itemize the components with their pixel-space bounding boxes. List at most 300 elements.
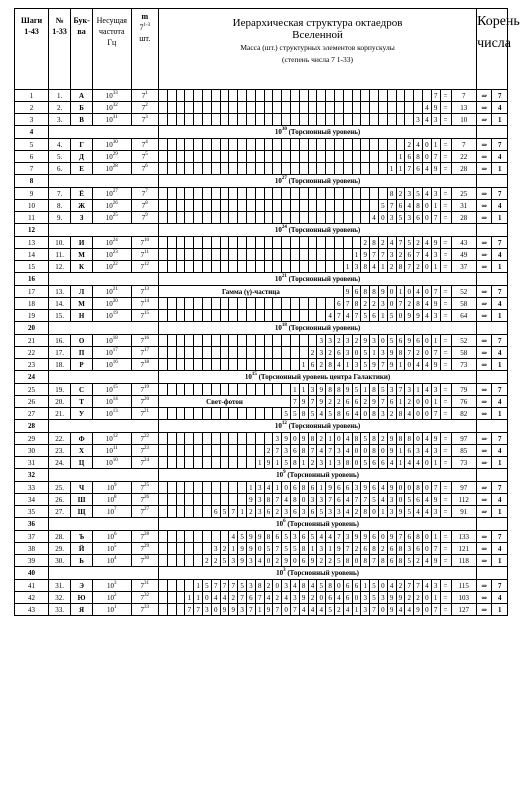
section-label: (Торсионный уровень) [287,569,360,577]
digit: 6 [354,287,359,296]
digit-cell [431,384,440,396]
digit-cell [422,212,431,224]
table-row [15,604,508,616]
digit-cell-empty [396,102,405,114]
seven-exp: 24 [144,457,150,463]
digit-cell [343,261,352,273]
digit: 6 [398,201,403,210]
cell-sum [451,482,477,494]
digit-cell [247,543,256,555]
digit: 4 [389,238,394,247]
cell-letter [71,139,93,151]
table-row [15,445,508,457]
digit-cell-empty [229,237,238,249]
num-value: 23. [55,446,64,455]
cell-num [49,555,71,567]
digit: 6 [337,495,341,504]
digit: 1 [328,434,332,443]
digit: 7 [433,544,438,553]
digit-cell [290,408,299,420]
digit-cell [308,347,317,359]
digit: 6 [354,397,359,406]
seven-exp: 9 [145,212,148,218]
digit-cell [308,543,317,555]
cell-mass-power [131,384,158,396]
digit-cell [370,261,379,273]
digit: 1 [433,336,438,345]
cell-sum [451,347,477,359]
digit: 0 [425,348,429,357]
cell-letter [71,261,93,273]
digit: 7 [372,605,376,614]
section-label: (Торсионный уровень) [287,520,360,528]
section-root-spacer [477,518,508,531]
digit-cell-empty [238,139,247,151]
digit-cell [194,592,203,604]
digit-cell-empty [159,114,168,126]
digit-cell [255,494,264,506]
cell-num [49,445,71,457]
arrow-icon: ⇒ [481,336,488,345]
digit-cell [326,592,335,604]
letter-value: В [79,115,84,124]
digit-cell [352,335,361,347]
seven-exp: 18 [144,359,150,365]
digit-cell [431,310,440,322]
cell-arrow [477,298,492,310]
digit-cell-empty [317,114,326,126]
num-value: 18. [55,360,64,369]
digit-cell [308,592,317,604]
digit-cell [308,580,317,592]
cell-arrow [477,506,492,518]
freq-base: 10 [105,287,113,296]
digit-cell [299,604,308,616]
digit-cell-empty [290,212,299,224]
digit-cell [317,506,326,518]
digit-cell [431,237,440,249]
digit-cell-empty [176,298,185,310]
cell-sum [451,396,477,408]
digit-cell [422,555,431,567]
digit-sum: 82 [460,409,468,418]
digit: 3 [372,336,376,345]
arrow-icon: ⇒ [481,581,488,590]
digit: 0 [257,544,262,553]
digit-cell [370,555,379,567]
digit-cell [370,298,379,310]
digit-cell-empty [238,310,247,322]
digit-cell [299,384,308,396]
section-spacer [49,175,159,188]
header-m-unit: 7 [139,23,144,32]
equals-sign: = [443,103,448,112]
digit-cell-empty [194,212,203,224]
cell-sum [451,188,477,200]
seven-exp: 10 [144,237,150,243]
cell-root [492,384,508,396]
seven-base: 7 [141,140,146,149]
digit: 3 [433,250,438,259]
equals-sign: = [443,238,448,247]
cell-freq [93,188,131,200]
step-value: 19 [28,311,36,320]
cell-root [492,200,508,212]
digit: 8 [372,544,376,553]
step-value: 15 [28,262,36,271]
digit-cell [247,531,256,543]
digit-cell-empty [238,151,247,163]
digit-cell-empty [247,433,256,445]
section-power: 10 [244,373,252,381]
freq-base: 10 [105,213,113,222]
digit-cell [282,506,291,518]
section-title [159,273,477,286]
cell-freq [93,114,131,126]
digit: 3 [337,507,341,516]
digit: 6 [372,483,376,492]
letter-value: Д [79,152,84,161]
digit-cell-empty [264,347,273,359]
digit-cell [422,494,431,506]
digit-cell-empty [255,139,264,151]
arrow-icon: ⇒ [481,556,488,565]
digit-cell-empty [264,359,273,371]
digit: 1 [381,262,385,271]
digit-cell [370,433,379,445]
digit-cell [422,506,431,518]
digit: 0 [293,434,297,443]
digit-cell [414,188,423,200]
freq-base: 10 [105,458,113,467]
digit-cell [405,249,414,261]
digit-cell [343,592,352,604]
digit: 8 [398,409,403,418]
cell-mass-power [131,482,158,494]
digit: 2 [337,605,341,614]
freq-exp: 32 [112,102,118,108]
cell-num [49,139,71,151]
cell-root [492,286,508,298]
digit-cell-empty [255,90,264,102]
cell-step [15,237,49,249]
header-num [49,9,71,90]
digit-cell-empty [317,212,326,224]
section-label: (Торсионный уровень центра Галактики) [258,373,391,381]
letter-value: Р [79,360,84,369]
digit-cell [247,555,256,567]
digit-cell [396,200,405,212]
cell-sum [451,555,477,567]
cell-freq [93,506,131,518]
digit-cell [334,604,343,616]
digit: 5 [363,348,367,357]
section-label: (Торсионный уровень) [288,128,361,136]
digit-cell-empty [220,310,229,322]
digit-cell-empty [176,90,185,102]
section-step [15,126,49,139]
section-power: 10 [276,520,284,528]
digit-sum: 133 [458,532,470,541]
digit: 3 [389,507,394,516]
digit-cell-empty [159,482,168,494]
digit-cell-empty [203,482,212,494]
digit: 0 [425,544,429,553]
digit-cell [238,506,247,518]
digit-cell [273,445,282,457]
arrow-icon: ⇒ [481,532,488,541]
num-value: 27. [55,507,64,516]
root-value: 4 [497,348,502,357]
cell-eq [440,555,451,567]
digit-cell-empty [167,151,176,163]
digit-cell-empty [229,163,238,175]
seven-exp: 17 [144,347,150,353]
digit-cell [326,408,335,420]
digit-cell [203,555,212,567]
section-spacer [49,518,159,531]
digit-cell [264,494,273,506]
digit-cell-empty [229,249,238,261]
cell-step [15,506,49,518]
digit-cell [378,604,387,616]
digit-cell [361,604,370,616]
cell-mass-power [131,212,158,224]
digit-cell [203,604,212,616]
digit-cell-empty [159,408,168,420]
digit-cell-empty [255,408,264,420]
digit-sum: 118 [458,556,469,565]
digit: 0 [381,532,385,541]
digit: 9 [381,287,385,296]
digit: 3 [257,483,262,492]
digit-cell [343,286,352,298]
cell-step [15,163,49,175]
digit-cell [264,482,273,494]
digit: 2 [389,409,394,418]
digit: 7 [249,605,253,614]
digit-cell-empty [273,200,282,212]
digit: 7 [213,581,218,590]
digit-cell-empty [264,335,273,347]
cell-eq [440,114,451,126]
freq-base: 10 [107,507,115,516]
digit-cell [396,543,405,555]
digit-cell-empty [378,188,387,200]
cell-num [49,335,71,347]
digit-cell-empty [317,90,326,102]
digit-cell-empty [185,433,194,445]
digit-cell-empty [255,249,264,261]
section-power-exp: 6 [283,519,286,524]
digit-cell-empty [308,261,317,273]
digit: 1 [196,581,200,590]
digit-cell [343,543,352,555]
digit: 8 [266,532,271,541]
digit-cell-empty [185,298,194,310]
digit-cell-empty [290,102,299,114]
digit-cell [238,531,247,543]
equals-sign: = [443,140,448,149]
digit: 3 [389,213,394,222]
digit-cell [405,396,414,408]
freq-base: 10 [105,446,113,455]
section-title [159,126,477,139]
cell-arrow [477,139,492,151]
digit-cell [422,482,431,494]
cell-eq [440,359,451,371]
cell-sum [451,114,477,126]
digit-cell-empty [361,200,370,212]
digit-cell [247,482,256,494]
cell-eq [440,249,451,261]
cell-freq [93,298,131,310]
digit-cell-empty [176,384,185,396]
digit-cell-empty [159,433,168,445]
seven-base: 7 [140,495,145,504]
digit: 2 [381,434,385,443]
digit: 9 [416,311,420,320]
digit-cell-empty [185,543,194,555]
digit-cell [387,310,396,322]
digit-cell-empty [334,90,343,102]
digit: 8 [398,434,403,443]
digit-cell-empty [176,139,185,151]
cell-sum [451,212,477,224]
digit-cell-empty [167,494,176,506]
digit-cell [378,200,387,212]
digit: 5 [240,581,244,590]
digit-cell [290,494,299,506]
digit: 4 [284,593,288,602]
digit: 2 [319,360,324,369]
seven-exp: 16 [144,335,150,341]
cell-arrow [477,163,492,175]
digit: 4 [222,593,227,602]
digit: 3 [310,385,315,394]
cell-sum [451,249,477,261]
digit: 9 [354,532,359,541]
digit-sum: 43 [460,238,468,247]
digit: 5 [328,409,332,418]
section-step-number: 16 [28,275,36,283]
cell-num [49,543,71,555]
digit: 7 [275,605,280,614]
digit-cell [431,249,440,261]
cell-letter [71,90,93,102]
digit-cell [361,506,370,518]
num-value: 10. [55,238,64,247]
digit: 4 [389,458,394,467]
digit-cell [361,494,370,506]
num-value: 25. [55,483,64,492]
digit-cell [378,359,387,371]
cell-num [49,286,71,298]
digit-cell [431,396,440,408]
digit-cell [282,592,291,604]
digit-cell [211,543,220,555]
digit: 8 [398,556,403,565]
digit: 5 [381,385,385,394]
cell-num [49,408,71,420]
digit-cell [290,506,299,518]
digit-cell [220,506,229,518]
seven-exp: 7 [145,188,148,194]
digit-cell-empty [343,163,352,175]
digit-cell-empty [238,261,247,273]
digit: 9 [310,556,315,565]
freq-base: 10 [107,605,115,614]
cell-root [492,90,508,102]
section-power: 10 [274,275,282,283]
digit: 0 [381,605,385,614]
step-value: 29 [28,434,36,443]
digit-cell-empty [308,200,317,212]
digit: 6 [398,336,403,345]
header-freq [93,9,131,90]
digit-cell-empty [159,543,168,555]
seven-base: 7 [140,262,145,271]
digit-cell-empty [203,506,212,518]
digit: 8 [301,581,306,590]
digit-cell [273,494,282,506]
digit-cell [370,494,379,506]
cell-letter [71,555,93,567]
digit: 4 [372,213,376,222]
digit: 0 [425,409,429,418]
cell-sum [451,90,477,102]
digit-cell-empty [203,212,212,224]
root-value: 7 [497,238,502,247]
digit-cell [414,237,423,249]
digit-cell [396,531,405,543]
digit-cell [431,188,440,200]
digit: 1 [328,544,332,553]
equals-sign: = [443,213,448,222]
digit-cell-empty [220,482,229,494]
digit: 3 [231,556,236,565]
cell-mass-power [131,249,158,261]
digit: 1 [363,385,367,394]
root-value: 4 [497,544,502,553]
digit-cell-empty [203,335,212,347]
digit: 8 [301,409,306,418]
digit-cell [220,555,229,567]
equals-sign: = [443,434,448,443]
section-header-row [15,567,508,580]
digit: 8 [398,262,403,271]
digit-cell [282,604,291,616]
digit-cell-empty [167,408,176,420]
digit: 1 [381,507,385,516]
letter-value: О [78,336,85,345]
digit-cell [422,188,431,200]
digit: 8 [398,348,403,357]
letter-value: Э [79,581,84,590]
digit-sum: 64 [460,311,468,320]
digit-cell [247,604,256,616]
digit-cell [264,531,273,543]
digit-cell [255,543,264,555]
digit-cell-empty [167,163,176,175]
digit-cell [317,445,326,457]
digit: 7 [433,287,438,296]
digit: 8 [389,189,394,198]
digit-cell-empty [396,139,405,151]
digit-cell-empty [167,433,176,445]
digit-cell-empty [264,163,273,175]
digit-cell-empty [159,298,168,310]
